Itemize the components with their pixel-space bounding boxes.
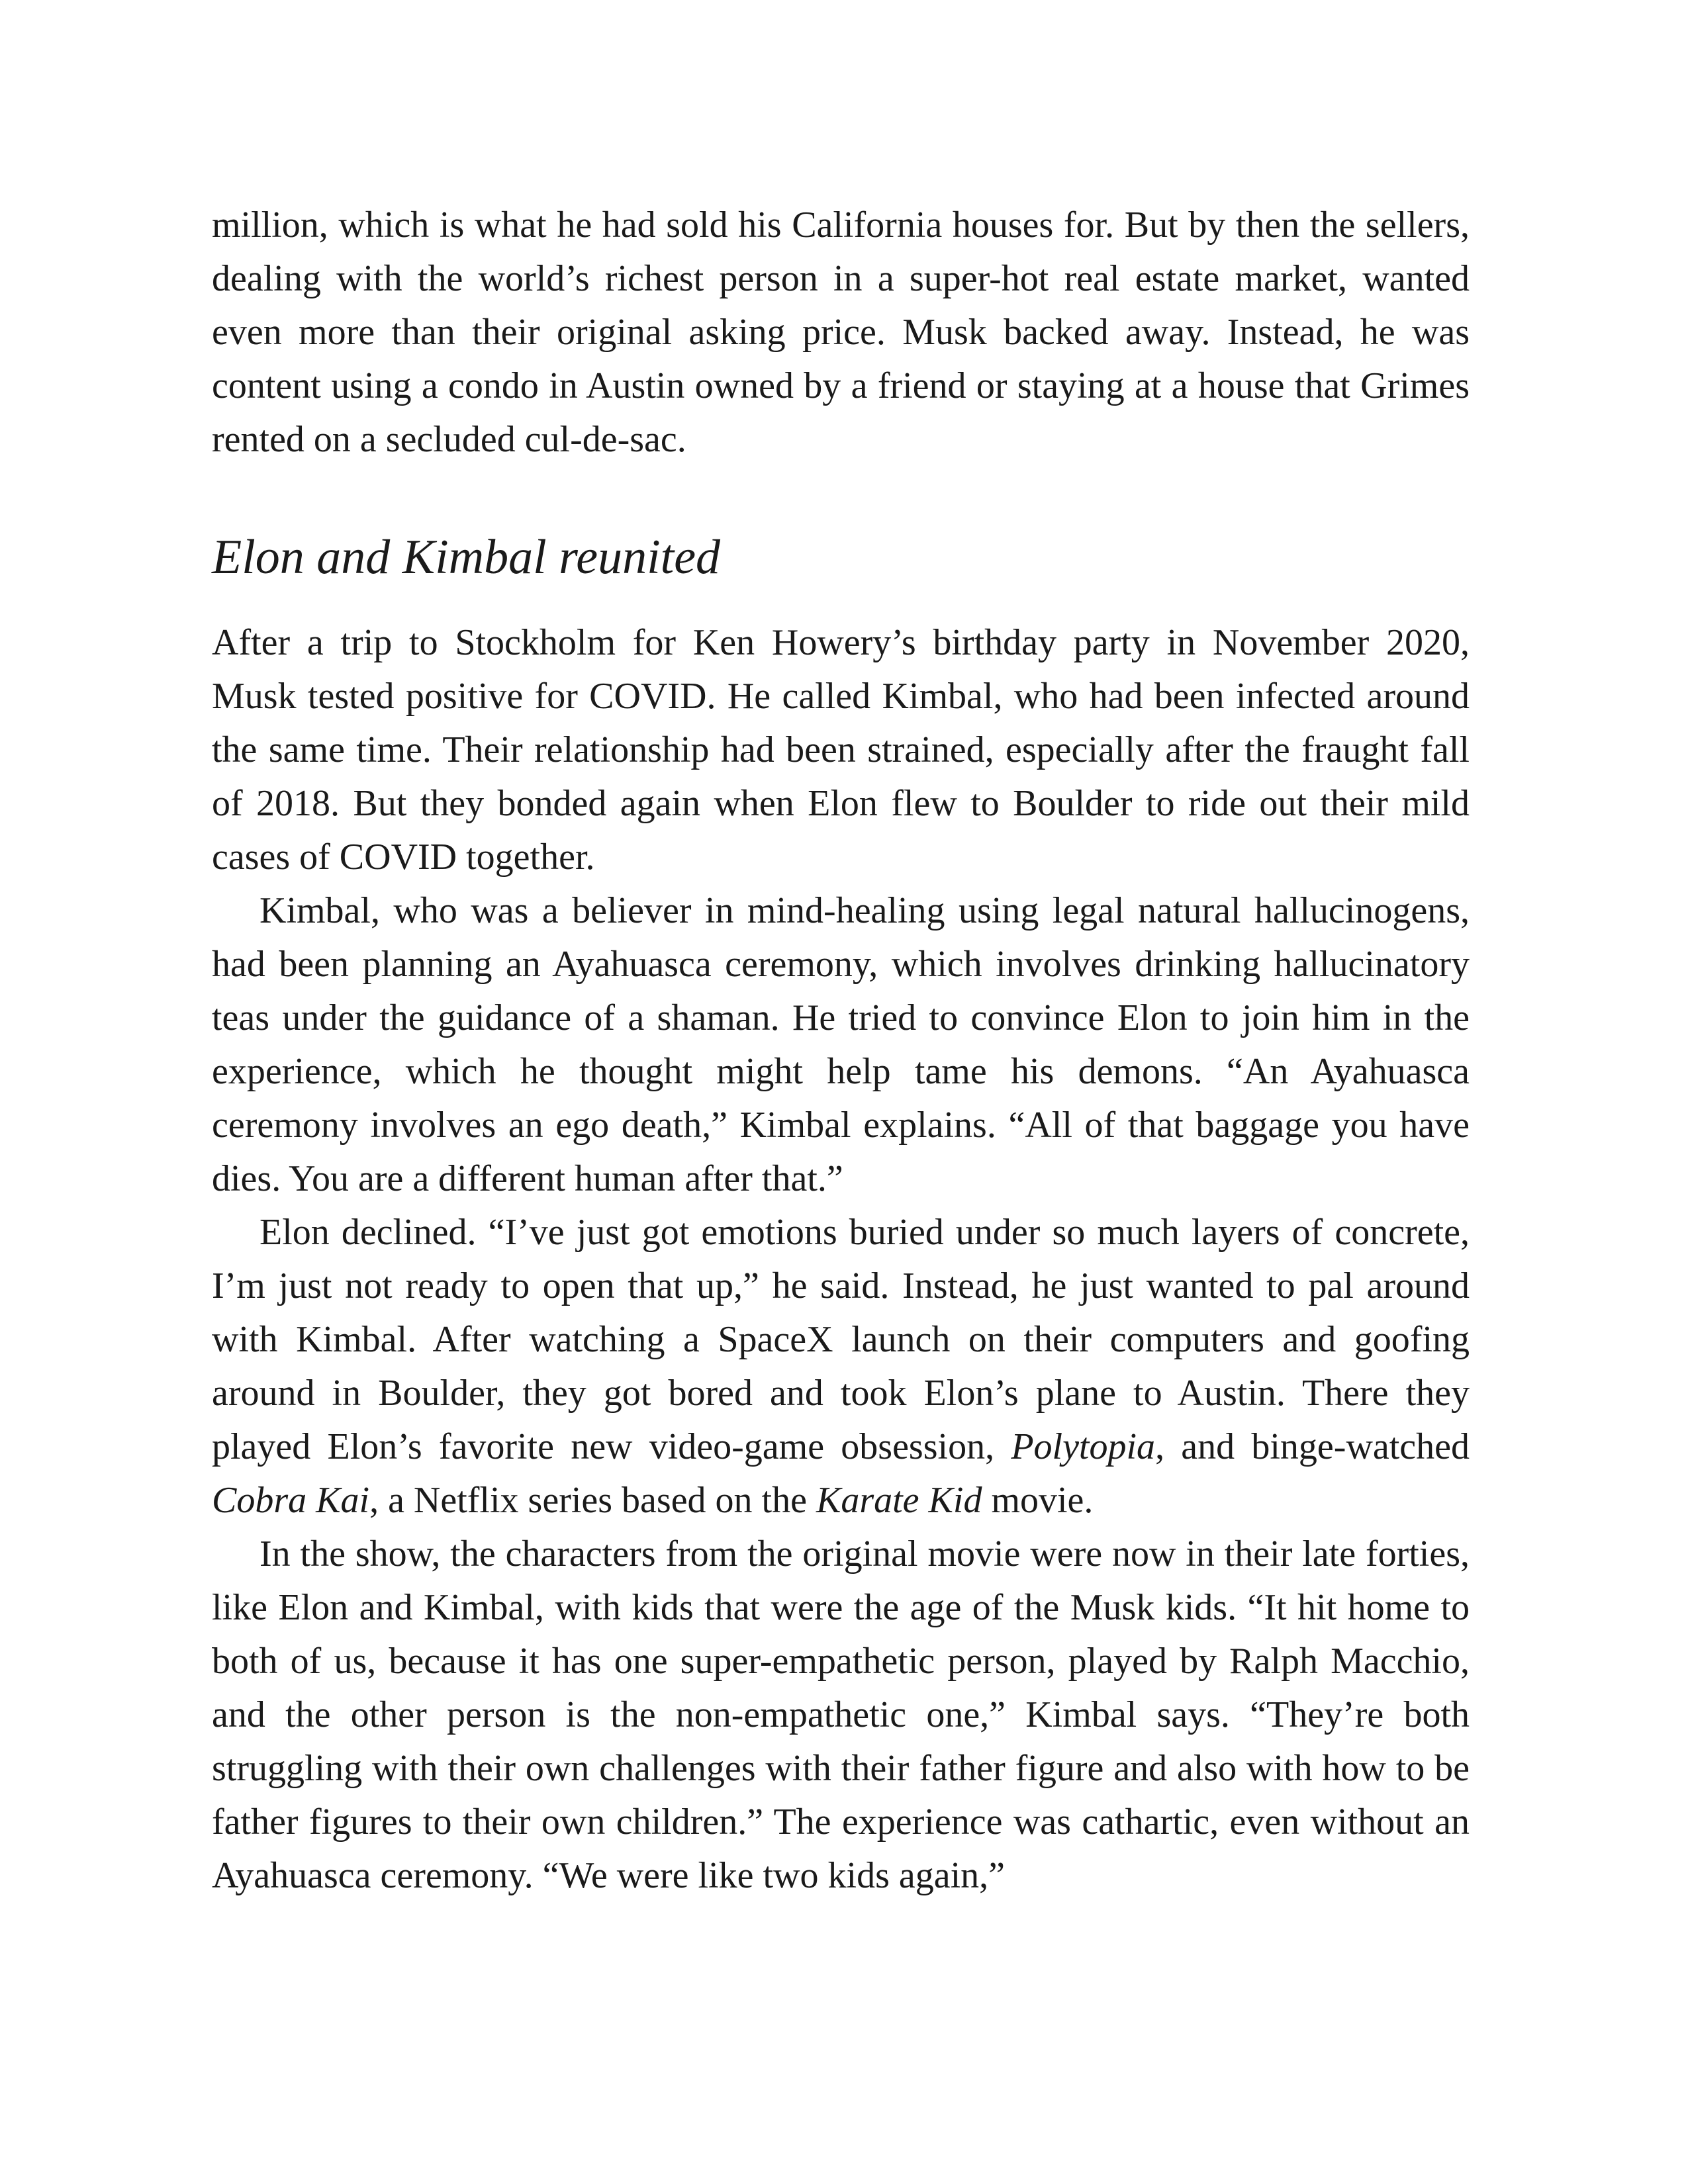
paragraph-3-text-4: movie. [982,1480,1094,1521]
paragraph-3-text-1: Elon declined. “I’ve just got emotions buried under so much layers of concrete, I’m just not ready to open that up,” he said. Instead, he just wanted to pal around with Kimbal. After watching a SpaceX launch on their computers and goofing around in Boulder, they got bored and took Elon’s plane to Austin. There they played Elon’s favorite new video-game obsession, [212,1212,1470,1467]
paragraph-4: In the show, the characters from the original movie were now in their late forties, like Elon and Kimbal, with kids that were the age of the Musk kids. “It hit home to both of us, because it has one super-empathetic person, played by Ralph Macchio, and the other person is the non-empathetic one,” Kimbal says. “They’re both struggling with their own challenges with their father figure and also with how to be father figures to their own children.” The experience was cathartic, even without an Ayahuasca ceremony. “We were like two kids again,” [212,1533,1470,1896]
title-cobra-kai: Cobra Kai [212,1480,370,1521]
paragraph-2: Kimbal, who was a believer in mind-healing using legal natural hallucinogens, had been planning an Ayahuasca ceremony, which involves drinking hallucinatory teas under the guidance of a shaman. He tried to convince Elon to join him in the experience, which he thought might help tame his demons. “An Ayahuasca ceremony involves an ego death,” Kimbal explains. “All of that baggage you have dies. You are a different human after that.” [212,890,1470,1199]
section-heading: Elon and Kimbal reunited [212,530,721,584]
paragraph-3 [212,1206,1470,1527]
title-karate-kid: Karate Kid [816,1480,982,1521]
intro-paragraph: million, which is what he had sold his California houses for. But by then the sellers, dealing with the world’s richest person in a super-hot real estate market, wanted even more than their original asking price. Musk backed away. Instead, he was content using a condo in Austin owned by a friend or staying at a house that Grimes rented on a secluded cul-de-sac. [212,205,1470,460]
paragraph-3-text-3: , a Netflix series based on the [369,1480,816,1521]
title-polytopia: Polytopia [1011,1426,1156,1467]
page-body [212,199,1470,1903]
paragraph-1: After a trip to Stockholm for Ken Howery’s birthday party in November 2020, Musk tested positive for COVID. He called Kimbal, who had been infected around the same time. Their relationship had been strained, especially after the fraught fall of 2018. But they bonded again when Elon flew to Boulder to ride out their mild cases of COVID together. [212,622,1470,878]
paragraph-3-text-2: , and binge-watched [1155,1426,1470,1467]
